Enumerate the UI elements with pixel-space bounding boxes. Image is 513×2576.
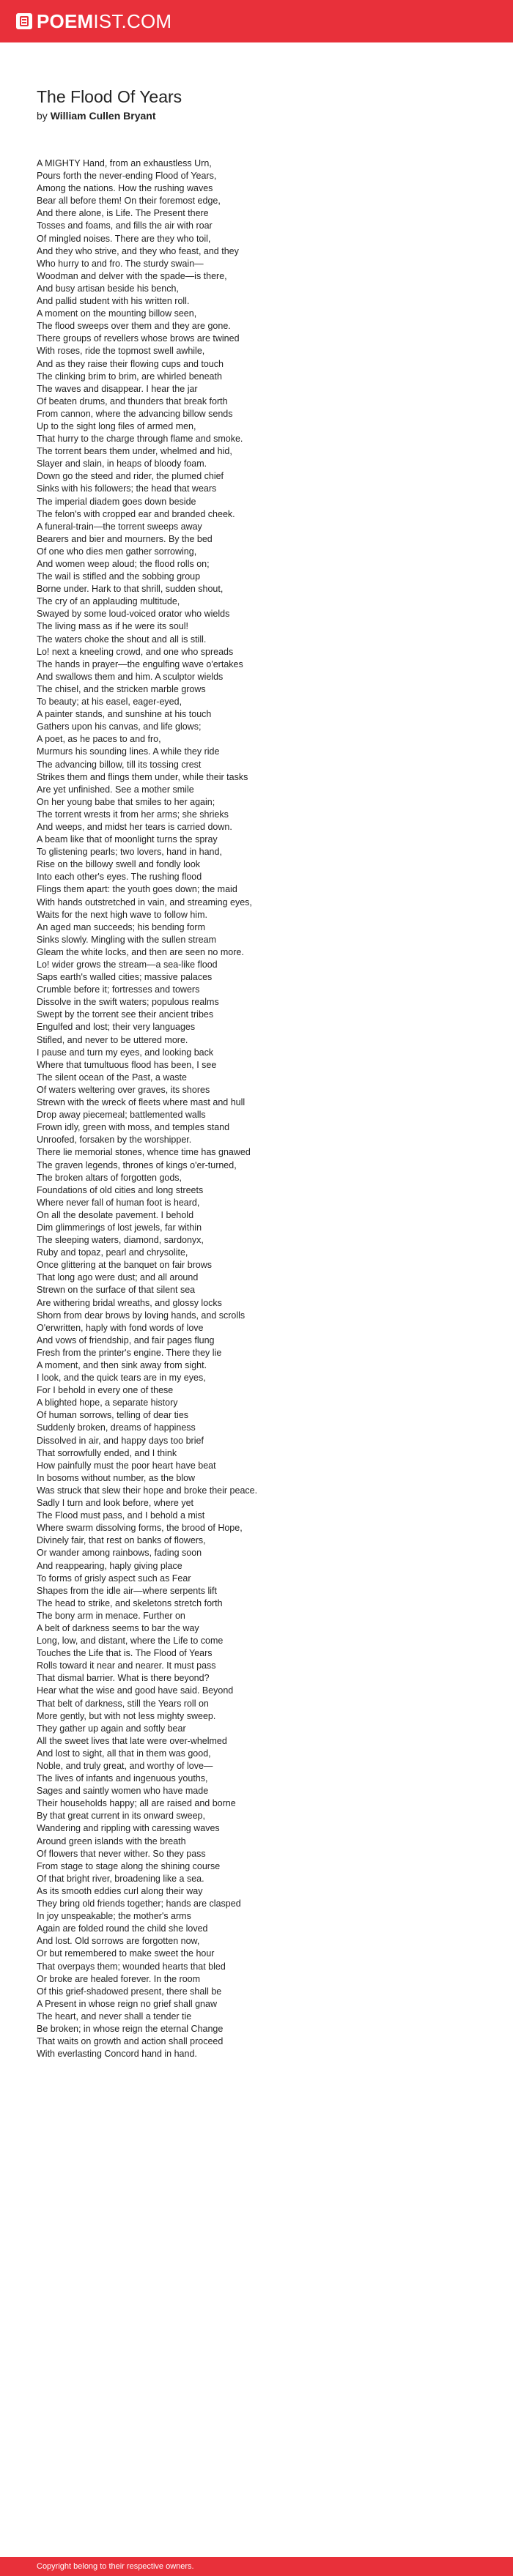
poem-line: And lost to sight, all that in them was good, — [37, 1748, 211, 1759]
poem-line: Foundations of old cities and long streets — [37, 1184, 204, 1195]
poem-line: Among the nations. How the rushing waves — [37, 183, 213, 194]
poem-line: Frown idly, green with moss, and temples stand — [37, 1122, 230, 1133]
poem-line: And women weep aloud; the flood rolls on; — [37, 559, 210, 569]
poem-line: Swept by the torrent see their ancient tribes — [37, 1009, 214, 1020]
poem-line: Sinks with his followers; the head that wears — [37, 483, 217, 494]
poem-line: Are withering bridal wreaths, and glossy locks — [37, 1297, 222, 1308]
poem-line: Fresh from the printer's engine. There they lie — [37, 1347, 222, 1358]
poem-line: Up to the sight long files of armed men, — [37, 420, 196, 431]
poem-line: That long ago were dust; and all around — [37, 1272, 199, 1283]
poem-line: The imperial diadem goes down beside — [37, 496, 196, 507]
poem-line: They gather up again and softly bear — [37, 1723, 186, 1734]
poem-line: Swayed by some loud-voiced orator who wields — [37, 609, 230, 620]
poem-line: The wail is stifled and the sobbing group — [37, 571, 201, 582]
poem-line: The living mass as if he were its soul! — [37, 621, 189, 632]
poem-line: The torrent wrests it from her arms; she shrieks — [37, 809, 229, 820]
poem-line: Of one who dies men gather sorrowing, — [37, 546, 197, 557]
poem-line: By that great current in its onward sweep, — [37, 1811, 205, 1822]
poem-line: With hands outstretched in vain, and streaming eyes, — [37, 897, 252, 907]
poem-line: The hands in prayer—the engulfing wave o'ertakes — [37, 658, 243, 669]
poem-line: How painfully must the poor heart have beat — [37, 1460, 216, 1471]
poem-line: Of waters weltering over graves, its shores — [37, 1084, 210, 1095]
poem-line: Are yet unfinished. See a mother smile — [37, 784, 194, 795]
poem-line: That belt of darkness, still the Years roll on — [37, 1698, 209, 1709]
poem-line: There groups of revellers whose brows are twined — [37, 333, 240, 344]
poem-line: Gathers upon his canvas, and life glows; — [37, 721, 202, 732]
poem-line: Of mingled noises. There are they who toil, — [37, 233, 211, 244]
poem-line: Around green islands with the breath — [37, 1836, 186, 1846]
poem-line: In bosoms without number, as the blow — [37, 1472, 196, 1483]
site-footer — [0, 2557, 513, 2576]
poem-line: To beauty; at his easel, eager-eyed, — [37, 697, 182, 708]
poem-line: A funeral-train—the torrent sweeps away — [37, 521, 202, 532]
poem-line: Of this grief-shadowed present, there shall be — [37, 1986, 222, 1997]
poem-line: From cannon, where the advancing billow sends — [37, 408, 233, 419]
poem-line: Stifled, and never to be uttered more. — [37, 1034, 188, 1045]
poem-line: Once glittering at the banquet on fair brows — [37, 1260, 213, 1271]
poem-line: Drop away piecemeal; battlemented walls — [37, 1110, 206, 1121]
poem-line: Dim glimmerings of lost jewels, far within — [37, 1222, 202, 1233]
poem-line: A blighted hope, a separate history — [37, 1398, 178, 1408]
poem-line: Where that tumultuous flood has been, I see — [37, 1059, 217, 1070]
poem-line: Strewn with the wreck of fleets where mast and hull — [37, 1097, 246, 1108]
author-link[interactable]: William Cullen Bryant — [50, 110, 156, 122]
poem-line: With everlasting Concord hand in hand. — [37, 2049, 197, 2060]
poem-line: The heart, and never shall a tender tie — [37, 2011, 192, 2022]
poem-line: And as they raise their flowing cups and touch — [37, 358, 224, 369]
poem-line: O'erwritten, haply with fond words of love — [37, 1322, 204, 1333]
poem-content — [37, 86, 491, 2060]
poem-line: Into each other's eyes. The rushing flood — [37, 872, 202, 883]
poem-line: The waters choke the shout and all is still. — [37, 634, 207, 645]
poem-line: Of that bright river, broadening like a sea. — [37, 1873, 204, 1884]
poem-line: To glistening pearls; two lovers, hand in hand, — [37, 847, 222, 858]
poem-title: The Flood Of Years — [37, 87, 182, 106]
poem-line: Shapes from the idle air—where serpents lift — [37, 1585, 217, 1596]
poem-line: Divinely fair, that rest on banks of flowers, — [37, 1535, 206, 1546]
poem-line: Rise on the billowy swell and fondly look — [37, 859, 201, 870]
poem-line: Where never fall of human foot is heard, — [37, 1197, 200, 1208]
poem-line: That waits on growth and action shall proceed — [37, 2036, 224, 2047]
poem-line: The sleeping waters, diamond, sardonyx, — [37, 1235, 204, 1246]
poem-line: Rolls toward it near and nearer. It must pass — [37, 1660, 216, 1671]
poem-line: Touches the Life that is. The Flood of Years — [37, 1648, 213, 1659]
copyright-text: Copyright belong to their respective owners. — [37, 2562, 194, 2571]
poem-line: And vows of friendship, and fair pages flung — [37, 1335, 215, 1345]
poem-line: Sadly I turn and look before, where yet — [37, 1498, 194, 1509]
poem-line: Noble, and truly great, and worthy of love— — [37, 1761, 213, 1771]
poem-line: I pause and turn my eyes, and looking back — [37, 1047, 214, 1058]
poem-line: Murmurs his sounding lines. A while they ride — [37, 746, 220, 757]
poem-line: Of beaten drums, and thunders that break forth — [37, 396, 228, 407]
poem-line: The lives of infants and ingenuous youths, — [37, 1773, 208, 1784]
poem-line: That overpays them; wounded hearts that bled — [37, 1961, 226, 1972]
poem-line: Dissolved in air, and happy days too brief — [37, 1435, 204, 1446]
poem-line: That dismal barrier. What is there beyond? — [37, 1673, 210, 1684]
poem-line: The bony arm in menace. Further on — [37, 1610, 185, 1621]
poem-line: To forms of grisly aspect such as Fear — [37, 1573, 191, 1584]
poem-line: Strewn on the surface of that silent sea — [37, 1285, 196, 1296]
poem-line: Their households happy; all are raised and borne — [37, 1798, 236, 1809]
poem-line: And busy artisan beside his bench, — [37, 283, 179, 294]
poem-line: The cry of an applauding multitude, — [37, 596, 180, 607]
poem-line: The silent ocean of the Past, a waste — [37, 1072, 187, 1083]
poem-line: The broken altars of forgotten gods, — [37, 1172, 182, 1183]
poem-line: A MIGHTY Hand, from an exhaustless Urn, — [37, 158, 212, 168]
poem-line: The flood sweeps over them and they are gone. — [37, 321, 231, 332]
logo-text-light: IST.COM — [93, 10, 172, 32]
poem-line: Borne under. Hark to that shrill, sudden shout, — [37, 584, 224, 595]
poem-line: A moment on the mounting billow seen, — [37, 308, 197, 319]
poem-line: On all the desolate pavement. I behold — [37, 1209, 194, 1220]
poem-line: Flings them apart: the youth goes down; the maid — [37, 884, 237, 895]
poem-line: Sages and saintly women who have made — [37, 1786, 209, 1797]
poem-line: The graven legends, thrones of kings o'er-turned, — [37, 1159, 237, 1170]
poem-line: Suddenly broken, dreams of happiness — [37, 1422, 196, 1433]
poem-line: A painter stands, and sunshine at his touch — [37, 709, 212, 720]
poem-line: For I behold in every one of these — [37, 1385, 174, 1396]
poem-line: Lo! next a kneeling crowd, and one who spreads — [37, 646, 234, 657]
poem-line: A moment, and then sink away from sight. — [37, 1360, 207, 1370]
poem-line: Long, low, and distant, where the Life to come — [37, 1636, 224, 1647]
poem-line: I look, and the quick tears are in my eyes, — [37, 1373, 206, 1384]
poem-line: Wandering and rippling with caressing waves — [37, 1823, 220, 1834]
poem-line: Pours forth the never-ending Flood of Years, — [37, 171, 217, 182]
poem-line: The waves and disappear. I hear the jar — [37, 383, 198, 394]
poem-line: Was struck that slew their hope and broke their peace. — [37, 1485, 258, 1496]
book-icon — [16, 13, 32, 29]
poem-line: And weeps, and midst her tears is carried down. — [37, 821, 232, 832]
poem-line: Sinks slowly. Mingling with the sullen stream — [37, 934, 217, 945]
poem-line: The torrent bears them under, whelmed and hid, — [37, 446, 232, 457]
poem-line: With roses, ride the topmost swell awhile, — [37, 346, 205, 357]
poem-line: Unroofed, forsaken by the worshipper. — [37, 1135, 192, 1146]
poem-line: And lost. Old sorrows are forgotten now, — [37, 1936, 200, 1947]
poem-body — [37, 157, 491, 2060]
poem-line: That hurry to the charge through flame and smoke. — [37, 434, 243, 445]
poem-line: A beam like that of moonlight turns the spray — [37, 834, 218, 845]
poem-line: Bear all before them! On their foremost edge, — [37, 196, 221, 207]
poem-line: A poet, as he paces to and fro, — [37, 734, 161, 745]
poem-line: Engulfed and lost; their very languages — [37, 1022, 196, 1033]
poem-line: In joy unspeakable; the mother's arms — [37, 1911, 191, 1922]
poem-line: The felon's with cropped ear and branded cheek. — [37, 508, 235, 519]
poem-line: Or broke are healed forever. In the room — [37, 1973, 201, 1984]
poem-line: Down go the steed and rider, the plumed chief — [37, 471, 224, 482]
poem-line: And pallid student with his written roll. — [37, 296, 190, 307]
poem-line: A belt of darkness seems to bar the way — [37, 1622, 199, 1633]
poem-line: From stage to stage along the shining course — [37, 1860, 221, 1871]
poem-line: Of human sorrows, telling of dear ties — [37, 1410, 189, 1421]
poem-line: All the sweet lives that late were over-whelmed — [37, 1735, 227, 1746]
poem-line: Bearers and bier and mourners. By the bed — [37, 533, 213, 544]
poem-line: The advancing billow, till its tossing crest — [37, 759, 202, 770]
poem-line: Strikes them and flings them under, while their tasks — [37, 771, 248, 782]
logo-text-bold: POEM — [37, 10, 94, 32]
poem-line: They bring old friends together; hands are clasped — [37, 1898, 241, 1909]
poem-line: Dissolve in the swift waters; populous realms — [37, 997, 219, 1008]
poem-line: The Flood must pass, and I behold a mist — [37, 1510, 205, 1521]
poem-line: As its smooth eddies curl along their way — [37, 1885, 203, 1896]
poem-line: A Present in whose reign no grief shall gnaw — [37, 1998, 217, 2009]
poem-line: That sorrowfully ended, and I think — [37, 1447, 177, 1458]
poem-line: Crumble before it; fortresses and towers — [37, 984, 200, 995]
poem-line: There lie memorial stones, whence time has gnawed — [37, 1147, 251, 1158]
poem-line: Woodman and delver with the spade—is there, — [37, 270, 227, 281]
poem-line: Be broken; in whose reign the eternal Change — [37, 2023, 224, 2034]
site-header — [0, 0, 513, 42]
poem-line: Hear what the wise and good have said. Beyond — [37, 1685, 234, 1696]
by-label: by — [37, 110, 48, 122]
poem-line: Who hurry to and fro. The sturdy swain— — [37, 258, 204, 269]
poem-line: Saps earth's walled cities; massive palaces — [37, 972, 213, 983]
poem-line: Again are folded round the child she loved — [37, 1923, 208, 1934]
poem-line: Shorn from dear brows by loving hands, and scrolls — [37, 1310, 246, 1321]
poem-line: And they who strive, and they who feast, and they — [37, 245, 239, 256]
poem-line: Slayer and slain, in heaps of bloody foam. — [37, 459, 207, 469]
poem-line: The head to strike, and skeletons stretch forth — [37, 1597, 223, 1608]
poem-line: Ruby and topaz, pearl and chrysolite, — [37, 1247, 188, 1258]
poem-line: And reappearing, haply giving place — [37, 1560, 182, 1571]
poem-line: On her young babe that smiles to her again; — [37, 796, 215, 807]
poem-line: Of flowers that never wither. So they pass — [37, 1848, 206, 1859]
poem-line: Tosses and foams, and fills the air with roar — [37, 220, 213, 231]
site-logo[interactable] — [16, 0, 171, 42]
byline — [37, 109, 491, 122]
logo-text — [37, 0, 171, 42]
poem-line: Where swarm dissolving forms, the brood of Hope, — [37, 1523, 243, 1534]
poem-line: And swallows them and him. A sculptor wields — [37, 671, 224, 682]
poem-line: The chisel, and the stricken marble grows — [37, 683, 206, 694]
poem-line: Or but remembered to make sweet the hour — [37, 1948, 215, 1959]
poem-line: Gleam the white locks, and then are seen no more. — [37, 946, 244, 957]
poem-line: Or wander among rainbows, fading soon — [37, 1548, 202, 1559]
poem-line: And there alone, is Life. The Present there — [37, 208, 209, 219]
poem-line: An aged man succeeds; his bending form — [37, 921, 205, 932]
poem-line: The clinking brim to brim, are whirled beneath — [37, 371, 222, 382]
poem-line: Waits for the next high wave to follow him. — [37, 909, 207, 920]
poem-line: More gently, but with not less mighty sweep. — [37, 1710, 216, 1721]
poem-line: Lo! wider grows the stream—a sea-like flood — [37, 959, 218, 970]
